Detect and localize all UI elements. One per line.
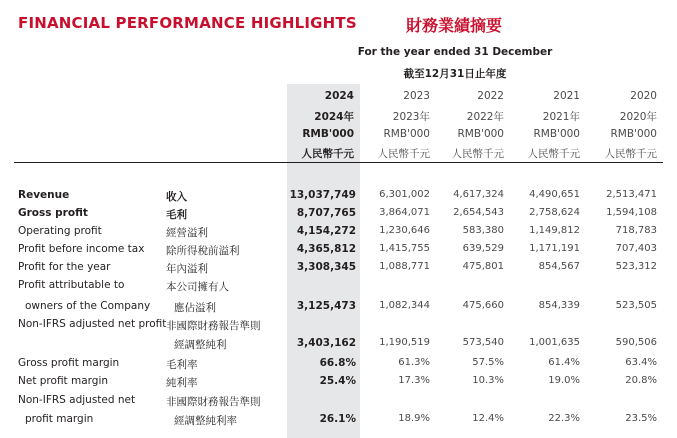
cell-2020: 20.8% xyxy=(625,375,657,386)
row-profit-before-tax xyxy=(0,243,677,261)
row-label-zh: 經調整純利 xyxy=(174,339,227,351)
cell-2024: 26.1% xyxy=(319,413,356,425)
row-label: Profit attributable to xyxy=(18,279,125,291)
column-year: 2021 xyxy=(553,90,580,102)
row-label: owners of the Company xyxy=(25,300,151,312)
period-heading-chinese: 截至12月31日止年度 xyxy=(403,68,507,80)
cell-2022: 2,654,543 xyxy=(453,207,504,218)
cell-2021: 22.3% xyxy=(548,413,580,424)
cell-2022: 4,617,324 xyxy=(453,189,504,200)
cell-2023: 1,230,646 xyxy=(379,225,430,236)
row-revenue xyxy=(0,189,677,207)
cell-2024: 8,707,765 xyxy=(296,207,356,219)
column-unit: RMB'000 xyxy=(533,128,580,140)
row-label: Profit before income tax xyxy=(18,243,145,255)
cell-2023: 6,301,002 xyxy=(379,189,430,200)
column-year: 2020 xyxy=(630,90,657,102)
row-operating-profit xyxy=(0,225,677,243)
cell-2024: 4,365,812 xyxy=(296,243,356,255)
column-unit-zh: 人民幣千元 xyxy=(527,148,580,160)
row-label-zh: 應佔溢利 xyxy=(174,302,216,314)
cell-2020: 63.4% xyxy=(625,357,657,368)
page-title: FINANCIAL PERFORMANCE HIGHLIGHTS xyxy=(18,14,357,32)
cell-2024: 3,403,162 xyxy=(296,337,356,349)
cell-2021: 61.4% xyxy=(548,357,580,368)
column-year-zh: 2023年 xyxy=(392,111,430,123)
row-label-zh: 本公司擁有人 xyxy=(166,281,229,293)
row-label-zh: 毛利 xyxy=(166,209,187,221)
cell-2021: 1,171,191 xyxy=(529,243,580,254)
column-unit-zh: 人民幣千元 xyxy=(451,148,504,160)
cell-2023: 1,082,344 xyxy=(379,300,430,311)
header-divider xyxy=(14,162,663,163)
cell-2021: 19.0% xyxy=(548,375,580,386)
cell-2024: 4,154,272 xyxy=(296,225,356,237)
cell-2024: 66.8% xyxy=(319,357,356,369)
row-label-zh: 除所得稅前溢利 xyxy=(166,245,240,257)
cell-2023: 17.3% xyxy=(398,375,430,386)
row-profit-for-year xyxy=(0,261,677,279)
row-label-zh: 經調整純利率 xyxy=(174,415,237,427)
cell-2023: 1,190,519 xyxy=(379,337,430,348)
cell-2020: 590,506 xyxy=(615,337,657,348)
cell-2023: 3,864,071 xyxy=(379,207,430,218)
cell-2022: 10.3% xyxy=(472,375,504,386)
row-label-zh: 純利率 xyxy=(166,377,198,389)
cell-2020: 23.5% xyxy=(625,413,657,424)
row-label: Operating profit xyxy=(18,225,102,237)
cell-2022: 583,380 xyxy=(462,225,504,236)
cell-2023: 61.3% xyxy=(398,357,430,368)
column-year: 2022 xyxy=(477,90,504,102)
row-non-ifrs-margin xyxy=(0,413,677,431)
row-non-ifrs-margin-label xyxy=(0,394,677,412)
cell-2022: 57.5% xyxy=(472,357,504,368)
row-label-zh: 非國際財務報告準則 xyxy=(166,396,261,408)
column-unit-zh: 人民幣千元 xyxy=(377,148,430,160)
cell-2021: 854,339 xyxy=(538,300,580,311)
cell-2023: 1,415,755 xyxy=(379,243,430,254)
cell-2020: 707,403 xyxy=(615,243,657,254)
column-year: 2024 xyxy=(324,90,354,102)
row-label: Revenue xyxy=(18,189,70,201)
cell-2020: 523,312 xyxy=(615,261,657,272)
column-year: 2023 xyxy=(403,90,430,102)
row-label-zh: 非國際財務報告準則 xyxy=(166,320,261,332)
row-gross-profit xyxy=(0,207,677,225)
column-unit: RMB'000 xyxy=(383,128,430,140)
column-year-zh: 2022年 xyxy=(466,111,504,123)
cell-2023: 1,088,771 xyxy=(379,261,430,272)
row-label-zh: 毛利率 xyxy=(166,359,198,371)
cell-2024: 13,037,749 xyxy=(289,189,356,201)
row-label-zh: 收入 xyxy=(166,191,187,203)
cell-2021: 854,567 xyxy=(538,261,580,272)
column-unit: RMB'000 xyxy=(610,128,657,140)
cell-2022: 573,540 xyxy=(462,337,504,348)
row-label-zh: 年內溢利 xyxy=(166,263,208,275)
cell-2022: 639,529 xyxy=(462,243,504,254)
cell-2021: 1,149,812 xyxy=(529,225,580,236)
cell-2021: 4,490,651 xyxy=(529,189,580,200)
cell-2020: 1,594,108 xyxy=(606,207,657,218)
cell-2021: 2,758,624 xyxy=(529,207,580,218)
row-non-ifrs-net-profit-label xyxy=(0,318,677,336)
row-net-profit-margin xyxy=(0,375,677,393)
cell-2020: 718,783 xyxy=(615,225,657,236)
row-label: Profit for the year xyxy=(18,261,111,273)
cell-2024: 25.4% xyxy=(319,375,356,387)
column-unit-zh: 人民幣千元 xyxy=(604,148,657,160)
cell-2024: 3,125,473 xyxy=(296,300,356,312)
period-heading: For the year ended 31 December xyxy=(357,46,553,58)
row-label-zh: 經營溢利 xyxy=(166,227,208,239)
cell-2022: 475,801 xyxy=(462,261,504,272)
row-non-ifrs-net-profit xyxy=(0,337,677,355)
column-unit: RMB'000 xyxy=(457,128,504,140)
column-unit: RMB'000 xyxy=(302,128,354,140)
row-label: profit margin xyxy=(25,413,94,425)
page-title-chinese: 財務業績摘要 xyxy=(406,16,503,35)
row-label: Non-IFRS adjusted net profit xyxy=(18,318,167,330)
cell-2020: 523,505 xyxy=(615,300,657,311)
cell-2022: 12.4% xyxy=(472,413,504,424)
cell-2021: 1,001,635 xyxy=(529,337,580,348)
row-label: Gross profit xyxy=(18,207,88,219)
row-label: Gross profit margin xyxy=(18,357,120,369)
row-gross-profit-margin xyxy=(0,357,677,375)
cell-2022: 475,660 xyxy=(462,300,504,311)
column-year-zh: 2020年 xyxy=(619,111,657,123)
row-profit-attributable-label xyxy=(0,279,677,297)
cell-2023: 18.9% xyxy=(398,413,430,424)
row-label: Non-IFRS adjusted net xyxy=(18,394,136,406)
column-year-zh: 2024年 xyxy=(314,111,354,123)
row-profit-attributable xyxy=(0,300,677,318)
cell-2024: 3,308,345 xyxy=(296,261,356,273)
row-label: Net profit margin xyxy=(18,375,109,387)
column-unit-zh: 人民幣千元 xyxy=(301,148,354,160)
cell-2020: 2,513,471 xyxy=(606,189,657,200)
column-year-zh: 2021年 xyxy=(542,111,580,123)
